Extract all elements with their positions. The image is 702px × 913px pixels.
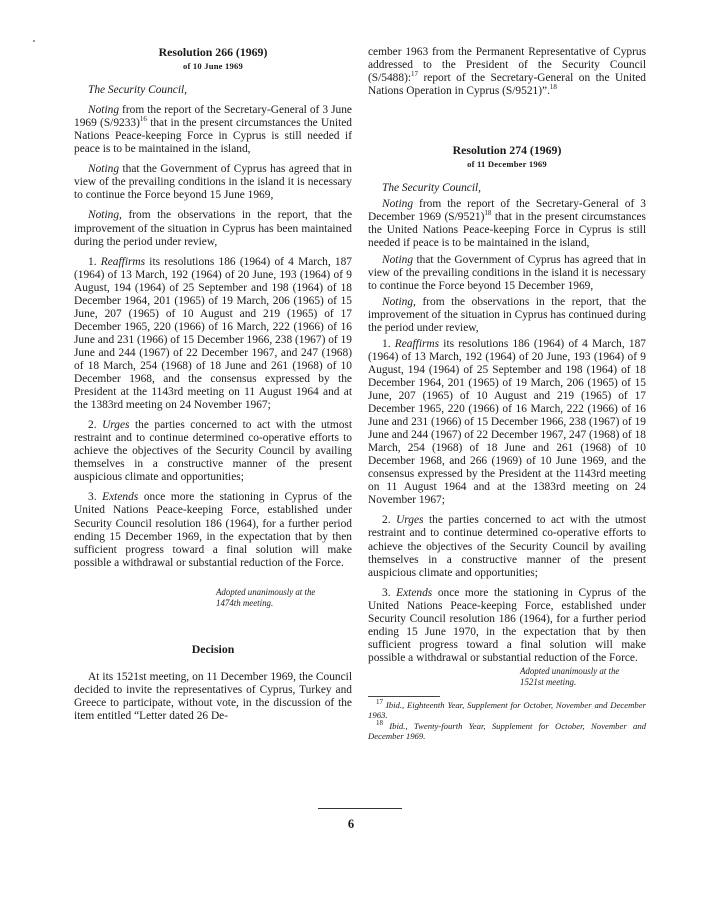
preamble-3-lead: Noting, [382,295,416,308]
decision [74,643,352,723]
footnote-17 [368,700,646,721]
resolution-266-date: of 10 June 1969 [182,61,244,72]
footnote-18-text: Ibid., Twenty-fourth Year, Supplement for October, November and December 1969. [368,720,647,742]
preamble-2-text: that the Government of Cyprus has agreed that in view of the prevailing conditions in the island it is necessary to continue the Force beyond 15 December 1969, [368,253,646,292]
footnote-18 [368,718,647,742]
operative-2-text: the parties concerned to act with the utmost restraint and to continue determined co-operative efforts to achieve the objectives of the Security Council by availing themselves in a constructive manner of the present auspicious climate and opportunities; [74,419,352,484]
preamble-1-lead: Noting [88,104,120,117]
resolution-266-preamble-3 [74,209,352,248]
operative-2-lead: Urges [396,514,424,527]
resolution-274-preamble-3 [368,296,646,335]
adoption-line-1: Adopted unanimously at the [216,586,316,597]
resolution-266-operative-3 [74,491,352,569]
footnote-17-text: Ibid., Eighteenth Year, Supplement for October, November and December 1963. [368,699,646,721]
resolution-266-operative-1 [74,256,352,413]
preamble-2-lead: Noting [88,163,120,176]
decision-title: Decision [191,641,235,656]
preamble-2-text: that the Government of Cyprus has agreed that in view of the prevailing conditions in the island it is necessary to continue the Force beyond 15 June 1969, [74,163,352,202]
right-column [368,46,646,742]
resolution-266-operative-2 [74,419,352,484]
operative-3-lead: Extends [396,586,433,599]
operative-1-text: its resolutions 186 (1964) of 4 March, 187 (1964) of 13 March, 192 (1964) of 20 June, 193 (1964) of 9 August, 194 (1964) of 25 September and 198 (1964) of 18 December 1964, 201 (1965) of 19 March, 206 (1965) of 15 June, 207 (1965) of 10 August and 219 (1965) of 17 December 1965, 220 (1966) of 16 March, 222 (1966) of 16 June and 231 (1966) of 15 December 1966, 238 (1967) of 19 June and 244 (1967) of 22 December 1967, 247 (1968) of 18 March, 254 (1968) of 18 June and 261 (1968) of 10 December 1968, and 266 (1969) of 10 June 1969, and the consensus expressed by the President at the 1143rd meeting on 11 August 1964 and at the 1383rd meeting on 24 November 1967; [368,337,646,507]
resolution-266-addressee: The Security Council, [88,84,188,97]
operative-2-lead: Urges [102,419,130,432]
operative-1-number: 1. [382,337,391,350]
preamble-3-text: from the observations in the report, that the improvement of the situation in Cyprus has continued during the period under review, [368,295,646,334]
resolution-274-preamble-1 [368,198,646,250]
operative-2-number: 2. [382,514,391,527]
preamble-1-text: from the report of the Secretary-General of 3 June 1969 (S/9233) [74,104,352,130]
adoption-line-2: 1474th meeting. [216,597,274,608]
footnote-ref-17: 17 [411,70,419,79]
footnote-ref-18: 18 [484,209,492,218]
resolution-266-preamble-1 [74,104,352,156]
left-column [74,46,352,723]
operative-1-lead: Reaffirms [100,255,146,268]
operative-1-text: its resolutions 186 (1964) of 4 March, 187 (1964) of 13 March, 192 (1964) of 20 June, 193 (1964) of 9 August, 194 (1964) of 25 September and 198 (1964) of 18 December 1964, 201 (1965) of 19 March, 206 (1965) of 15 June, 207 (1965) of 10 August and 219 (1965) of 17 December 1965, 220 (1966) of 16 March, 222 (1966) of 16 June and 231 (1966) of 15 December 1966, 238 (1967) of 19 June and 244 (1967) of 22 December 1967, and 247 (1968) of 18 March, 254 (1968) of 18 June and 261 (1968) of 10 December 1968, and the consensus expressed by the President at the 1143rd meeting on 11 August 1964 and at the 1383rd meeting on 24 November 1967; [74,255,352,412]
operative-2-number: 2. [88,419,97,432]
page-number: 6 [347,817,355,831]
operative-3-number: 3. [382,586,391,599]
resolution-274-preamble-2 [368,254,646,293]
preamble-3-text: from the observations in the report, that the improvement of the situation in Cyprus has been maintained during the period under review, [74,209,352,248]
footnotes [368,700,646,742]
footnote-ref-18: 18 [549,83,557,92]
adoption-line-1: Adopted unanimously at the [520,665,620,676]
footnote-ref-16: 16 [139,115,147,124]
preamble-1-text-end: that in the present circumstances the United Nations Peace-keeping Force in Cyprus is still needed if peace is to be maintained in the island, [74,117,352,156]
operative-3-lead: Extends [102,491,139,504]
scan-speck [33,40,35,42]
resolution-274 [368,144,646,688]
preamble-1-lead: Noting [382,198,414,211]
resolution-274-operative-2 [368,514,646,579]
resolution-274-addressee: The Security Council, [382,182,482,195]
decision-text: At its 1521st meeting, on 11 December 1969, the Council decided to invite the representatives of Cyprus, Turkey and Greece to participate, without vote, in the discussion of the item entitled “Letter dated 26 De- [74,670,352,722]
resolution-274-adoption [368,666,646,688]
continuation-text-mid: report of the Secretary-General on the United Nations Operation in Cyprus (S/9521)”. [368,72,646,98]
page-number-rule [318,808,402,809]
footnote-17-number: 17 [376,698,383,707]
adoption-line-2: 1521st meeting. [520,676,577,687]
footnote-divider [368,696,440,697]
resolution-266-title: Resolution 266 (1969) [158,45,268,59]
operative-1-number: 1. [88,255,97,268]
operative-3-text: once more the stationing in Cyprus of the United Nations Peace-keeping Force, established under Security Council resolution 186 (1964), for a further period ending 15 June 1970, in the expectation that by then sufficient progress toward a final solution will make possible a withdrawal or substantial reduction of the Force. [368,586,646,664]
preamble-2-lead: Noting [382,253,414,266]
continuation-text: cember 1963 from the Permanent Representative of Cyprus addressed to the President of the Security Council (S/5488): [368,46,646,85]
preamble-1-text: from the report of the Secretary-General of 3 December 1969 (S/9521) [368,198,646,224]
footnote-18-number: 18 [376,718,383,727]
resolution-274-operative-1 [368,338,646,508]
preamble-3-lead: Noting, [88,209,122,222]
operative-3-number: 3. [88,491,97,504]
resolution-266-adoption [74,587,352,609]
operative-3-text: once more the stationing in Cyprus of the United Nations Peace-keeping Force, established under Security Council resolution 186 (1964), for a further period ending 15 December 1969, in the expectation that by then sufficient progress toward a final solution will make possible a withdrawal or substantial reduction of the Force. [74,491,352,569]
resolution-274-date: of 11 December 1969 [467,159,547,170]
preamble-1-text-end: that in the present circumstances the United Nations Peace-keeping Force in Cyprus is still needed if peace is to be maintained in the island, [368,211,646,250]
resolution-266-preamble-2 [74,163,352,202]
resolution-266 [74,46,352,609]
resolution-274-operative-3 [368,587,646,665]
decision-continuation [368,46,646,98]
operative-2-text: the parties concerned to act with the utmost restraint and to continue determined co-operative efforts to achieve the objectives of the Security Council by availing themselves in a constructive manner of the present auspicious climate and opportunities; [368,514,646,579]
resolution-274-title: Resolution 274 (1969) [452,143,562,158]
operative-1-lead: Reaffirms [394,337,440,350]
